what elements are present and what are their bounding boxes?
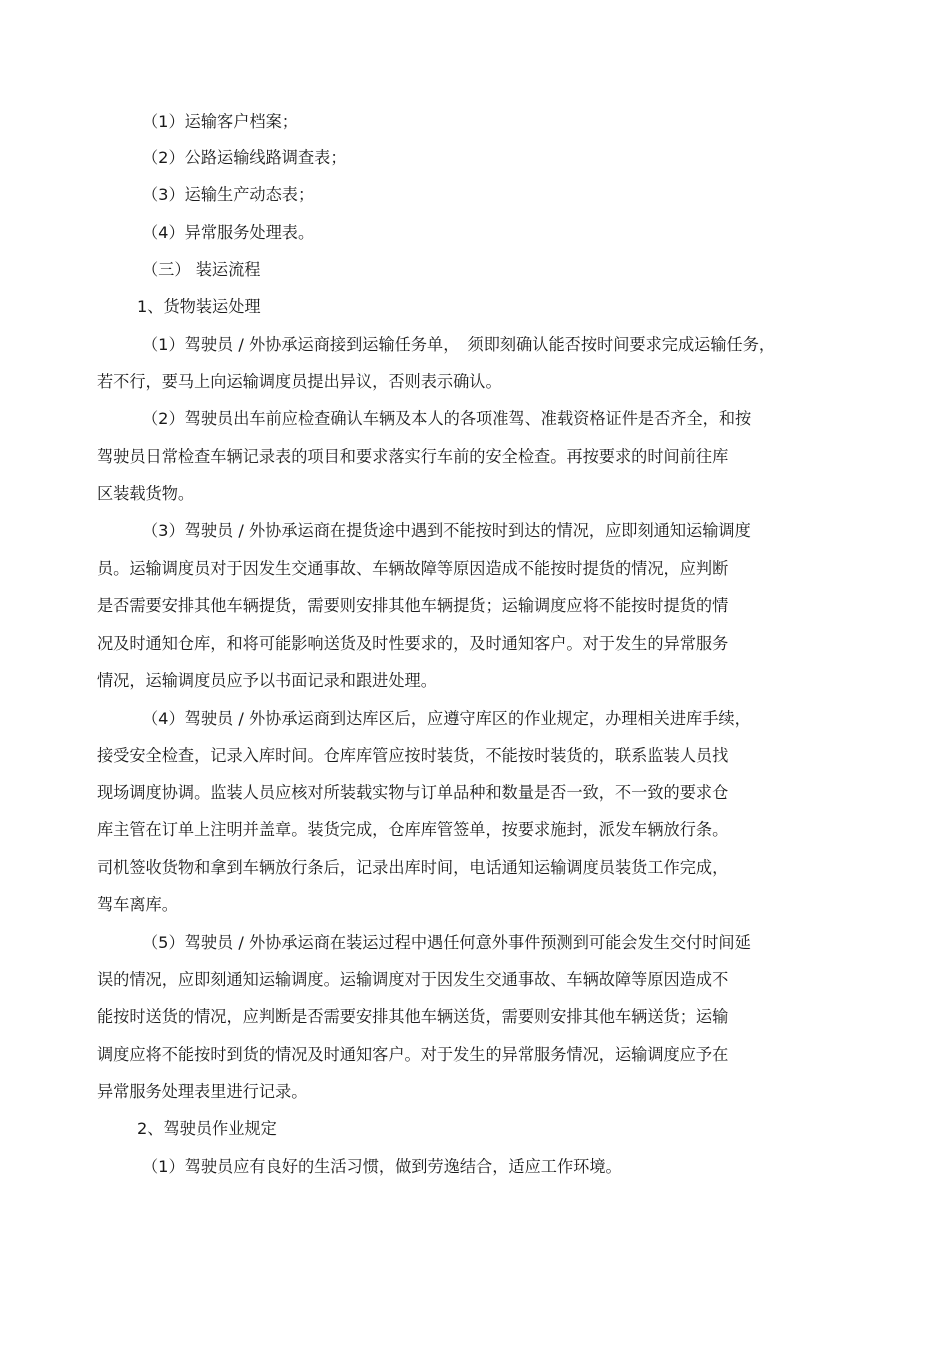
subsection-heading-2: 2、驾驶员作业规定 (137, 1119, 277, 1138)
paragraph-5-line-1: （5）驾驶员 / 外协承运商在装运过程中遇任何意外事件预测到可能会发生交付时间延 (142, 933, 751, 952)
paragraph-5-line-4: 调度应将不能按时到货的情况及时通知客户。对于发生的异常服务情况，运输调度应予在 (97, 1045, 729, 1064)
paragraph-5-line-3: 能按时送货的情况，应判断是否需要安排其他车辆送货，需要则安排其他车辆送货；运输 (97, 1007, 729, 1026)
list-item-1: （1）运输客户档案； (142, 112, 298, 131)
paragraph-1-line-1: （1）驾驶员 / 外协承运商接到运输任务单， 须即刻确认能否按时间要求完成运输任务， (142, 335, 776, 354)
paragraph-5-line-2: 误的情况，应即刻通知运输调度。运输调度对于因发生交通事故、车辆故障等原因造成不 (97, 970, 729, 989)
paragraph-2-line-1: （2）驾驶员出车前应检查确认车辆及本人的各项准驾、准载资格证件是否齐全，和按 (142, 409, 752, 428)
paragraph-3-line-1: （3）驾驶员 / 外协承运商在提货途中遇到不能按时到达的情况，应即刻通知运输调度 (142, 521, 751, 540)
list-item-3: （3）运输生产动态表； (142, 185, 315, 204)
paragraph-4-line-4: 库主管在订单上注明并盖章。装货完成，仓库库管签单，按要求施封，派发车辆放行条。 (97, 820, 729, 839)
list-item-4: （4）异常服务处理表。 (142, 223, 315, 242)
paragraph-6-line-1: （1）驾驶员应有良好的生活习惯，做到劳逸结合，适应工作环境。 (142, 1157, 622, 1176)
list-item-2: （2）公路运输线路调查表； (142, 148, 347, 167)
paragraph-4-line-1: （4）驾驶员 / 外协承运商到达库区后，应遵守库区的作业规定，办理相关进库手续， (142, 709, 751, 728)
subsection-heading-1: 1、货物装运处理 (137, 297, 261, 316)
paragraph-4-line-3: 现场调度协调。监装人员应核对所装载实物与订单品种和数量是否一致，不一致的要求仓 (97, 783, 729, 802)
paragraph-4-line-5: 司机签收货物和拿到车辆放行条后，记录出库时间，电话通知运输调度员装货工作完成， (97, 858, 729, 877)
paragraph-3-line-3: 是否需要安排其他车辆提货，需要则安排其他车辆提货；运输调度应将不能按时提货的情 (97, 596, 729, 615)
paragraph-2-line-2: 驾驶员日常检查车辆记录表的项目和要求落实行车前的安全检查。再按要求的时间前往库 (97, 447, 729, 466)
paragraph-3-line-4: 况及时通知仓库，和将可能影响送货及时性要求的，及时通知客户。对于发生的异常服务 (97, 634, 729, 653)
paragraph-1-line-2: 若不行，要马上向运输调度员提出异议，否则表示确认。 (97, 372, 502, 391)
section-heading: （三） 装运流程 (142, 260, 261, 279)
paragraph-3-line-2: 员。运输调度员对于因发生交通事故、车辆故障等原因造成不能按时提货的情况，应判断 (97, 559, 729, 578)
paragraph-5-line-5: 异常服务处理表里进行记录。 (97, 1082, 308, 1101)
paragraph-4-line-6: 驾车离库。 (97, 895, 178, 914)
paragraph-4-line-2: 接受安全检查，记录入库时间。仓库库管应按时装货，不能按时装货的，联系监装人员找 (97, 746, 729, 765)
paragraph-3-line-5: 情况，运输调度员应予以书面记录和跟进处理。 (97, 671, 437, 690)
paragraph-2-line-3: 区装载货物。 (97, 484, 195, 503)
